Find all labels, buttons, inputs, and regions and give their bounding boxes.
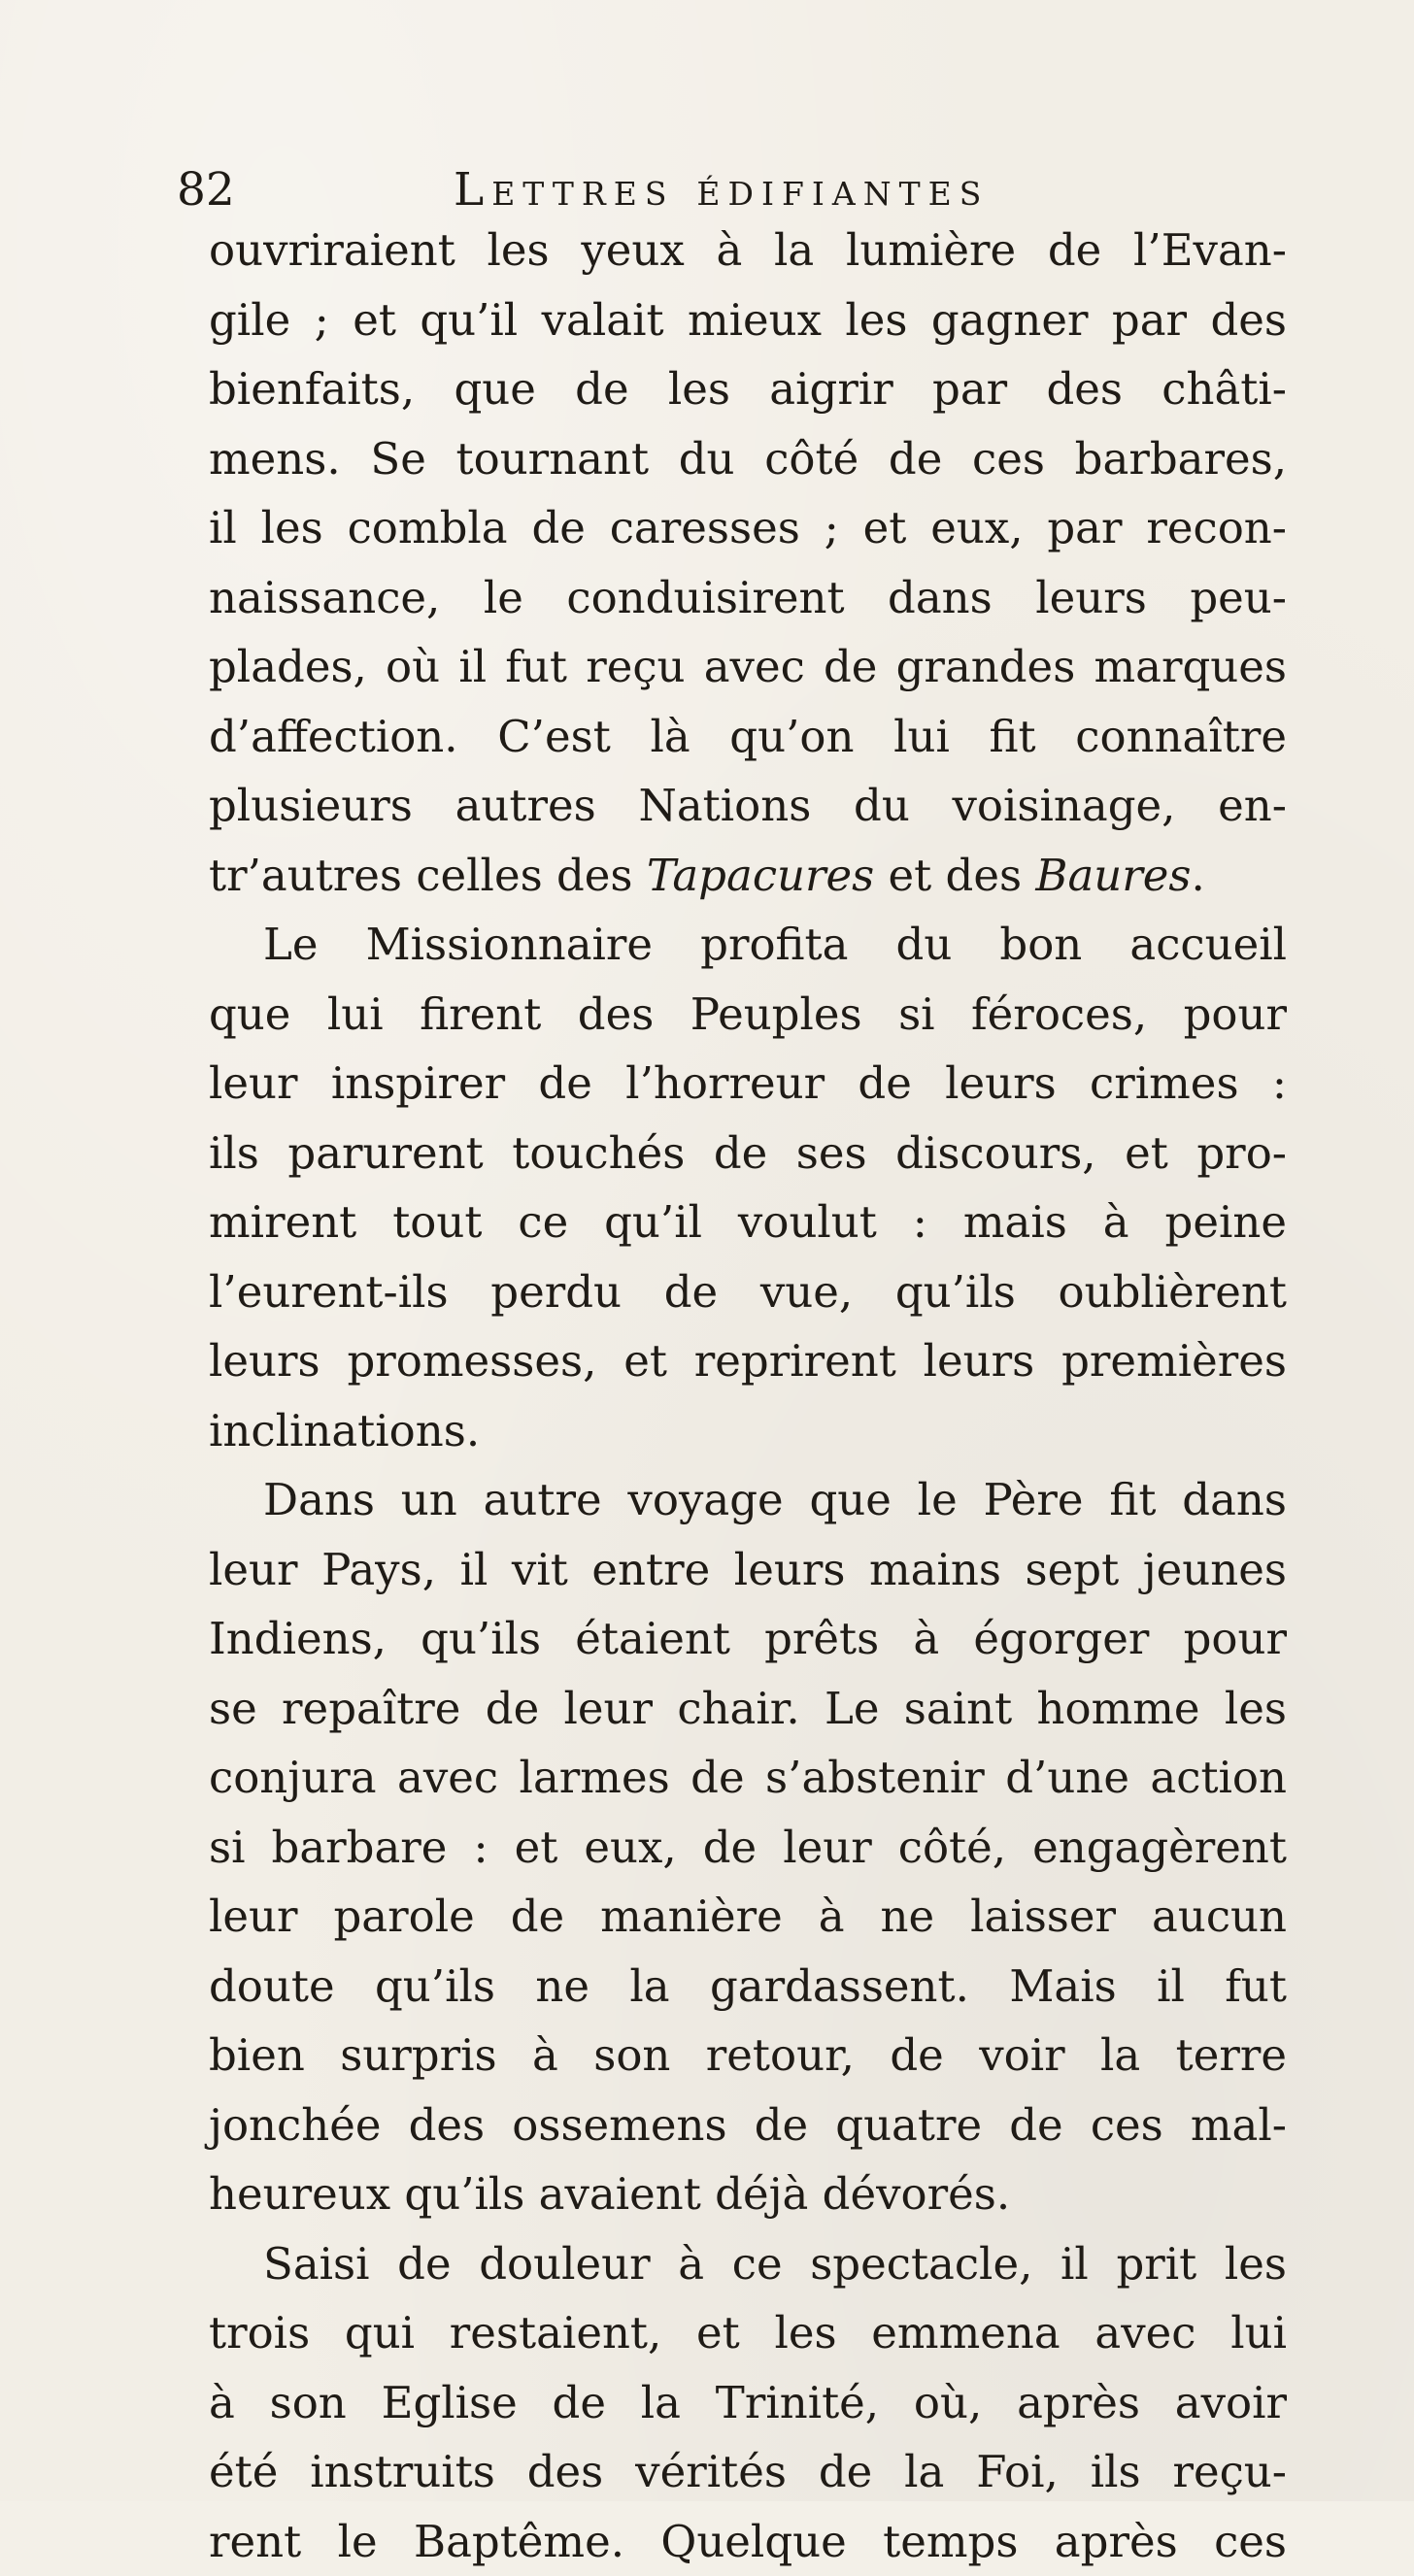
text-line: bienfaits, que de les aigrir par des châti- <box>209 354 1287 424</box>
text-line: Indiens, qu’ils étaient prêts à égorger pour <box>209 1604 1287 1674</box>
paragraph-start-line: Le Missionnaire profita du bon accueil <box>209 910 1287 980</box>
text-line: leur inspirer de l’horreur de leurs crimes : <box>209 1049 1287 1119</box>
text-segment: tr’autres celles des <box>209 850 647 901</box>
text-segment: et des <box>874 850 1035 901</box>
body-text <box>209 216 1287 2576</box>
paragraph-end-line: inclinations. <box>209 1396 1287 1466</box>
text-line: mirent tout ce qu’il voulut : mais à peine <box>209 1188 1287 1257</box>
page-header <box>177 161 1206 219</box>
text-line: plusieurs autres Nations du voisinage, en- <box>209 771 1287 841</box>
text-line: ouvriraient les yeux à la lumière de l’Evan- <box>209 216 1287 285</box>
paragraph-end-line: heureux qu’ils avaient déjà dévorés. <box>209 2159 1287 2229</box>
text-line: rent le Baptême. Quelque temps après ces <box>209 2507 1287 2576</box>
text-line: il les combla de caresses ; et eux, par recon- <box>209 493 1287 563</box>
text-line: que lui firent des Peuples si féroces, pour <box>209 980 1287 1050</box>
text-line: naissance, le conduisirent dans leurs peu- <box>209 563 1287 633</box>
text-line: leur Pays, il vit entre leurs mains sept jeunes <box>209 1535 1287 1605</box>
text-line: leur parole de manière à ne laisser aucun <box>209 1882 1287 1952</box>
text-line: plades, où il fut reçu avec de grandes marques <box>209 632 1287 702</box>
text-line-with-italics <box>209 841 1287 911</box>
text-line: jonchée des ossemens de quatre de ces mal- <box>209 2091 1287 2160</box>
text-line: doute qu’ils ne la gardassent. Mais il fut <box>209 1952 1287 2022</box>
text-line: bien surpris à son retour, de voir la terre <box>209 2021 1287 2091</box>
running-head: Lettres édifiantes <box>454 161 989 219</box>
text-line: leurs promesses, et reprirent leurs premières <box>209 1326 1287 1396</box>
text-line: si barbare : et eux, de leur côté, engagèrent <box>209 1813 1287 1883</box>
text-line: à son Eglise de la Trinité, où, après avoir <box>209 2368 1287 2438</box>
text-line: été instruits des vérités de la Foi, ils reçu- <box>209 2437 1287 2507</box>
text-line: d’affection. C’est là qu’on lui fit connaître <box>209 702 1287 772</box>
text-segment: . <box>1192 850 1205 901</box>
italic-nation-name: Baures <box>1035 850 1191 901</box>
text-line: gile ; et qu’il valait mieux les gagner par des <box>209 285 1287 355</box>
text-line: l’eurent-ils perdu de vue, qu’ils oublièrent <box>209 1257 1287 1327</box>
text-line: conjura avec larmes de s’abstenir d’une action <box>209 1743 1287 1813</box>
paragraph-start-line: Dans un autre voyage que le Père fit dans <box>209 1465 1287 1535</box>
text-line: se repaître de leur chair. Le saint homme les <box>209 1674 1287 1744</box>
text-line: trois qui restaient, et les emmena avec lui <box>209 2298 1287 2368</box>
text-line: ils parurent touchés de ses discours, et pro- <box>209 1119 1287 1188</box>
text-line: mens. Se tournant du côté de ces barbares, <box>209 424 1287 494</box>
italic-nation-name: Tapacures <box>647 850 874 901</box>
page-number: 82 <box>177 161 235 219</box>
paragraph-start-line: Saisi de douleur à ce spectacle, il prit les <box>209 2229 1287 2299</box>
